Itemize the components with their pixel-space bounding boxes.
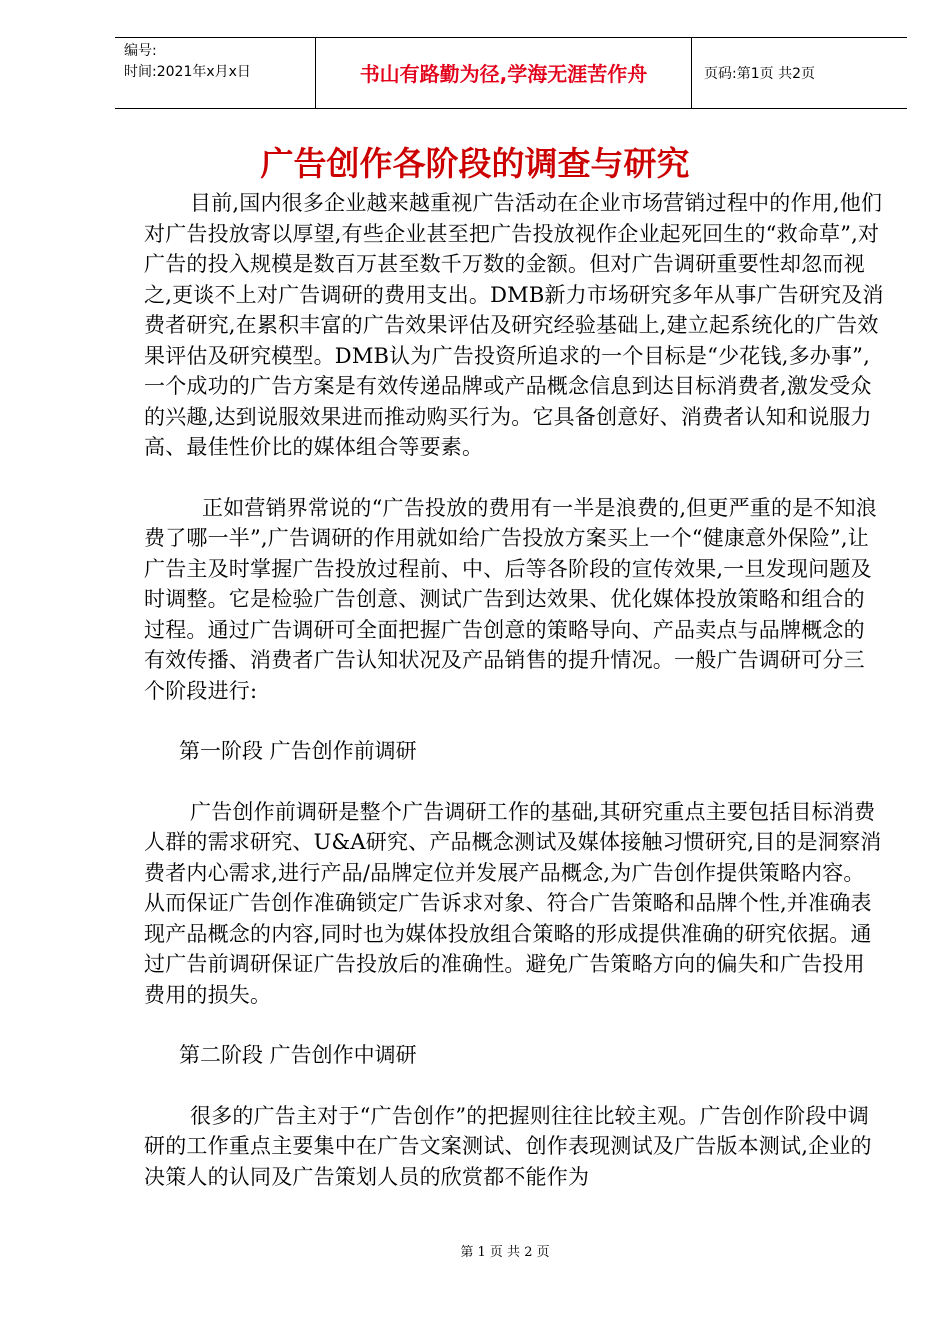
header-page-cell (691, 38, 907, 108)
motto-text: 书山有路勤为径,学海无涯苦作舟 (359, 62, 648, 86)
header-table (115, 37, 907, 109)
paragraph-gap (144, 463, 884, 493)
stage1-heading: 第一阶段 广告创作前调研 (179, 739, 417, 763)
page-footer: 第 1 页 共 2 页 (460, 1245, 550, 1260)
header-meta-cell (115, 38, 315, 108)
paragraph-gap (144, 1071, 884, 1101)
time-label: 时间:2021年x月x日 (124, 64, 251, 80)
paragraph-intro: 目前,国内很多企业越来越重视广告活动在企业市场营销过程中的作用,他们对广告投放寄以厚望,有些企业甚至把广告投放视作企业起死回生的“救命草”,对广告的投入规模是数百万甚至数千万数的金额。但对广告调研重要性却忽而视之,更谈不上对广告调研的费用支出。DMB新力市场研究多年从事广告研究及消费者研究,在累积丰富的广告效果评估及研究经验基础上,建立起系统化的广告效果评估及研究模型。DMB认为广告投资所追求的一个目标是“少花钱,多办事”,一个成功的广告方案是有效传递品牌或产品概念信息到达目标消费者,激发受众的兴趣,达到说服效果进而推动购买行为。它具备创意好、消费者认知和说服力高、最佳性价比的媒体组合等要素。 (144, 191, 884, 459)
paragraph-purpose: 正如营销界常说的“广告投放的费用有一半是浪费的,但更严重的是不知浪费了哪一半”,广告调研的作用就如给广告投放方案买上一个“健康意外保险”,让广告主及时掌握广告投放过程前、中、后等各阶段的宣传效果,一旦发现问题及时调整。它是检验广告创意、测试广告到达效果、优化媒体投放策略和组合的过程。通过广告调研可全面把握广告创意的策略导向、产品卖点与品牌概念的有效传播、消费者广告认知状况及产品销售的提升情况。一般广告调研可分三个阶段进行: (144, 495, 878, 703)
stage2-heading: 第二阶段 广告创作中调研 (179, 1043, 417, 1067)
paragraph-gap (144, 1010, 884, 1040)
page-info: 页码:第1页 共2页 (704, 66, 815, 82)
code-label: 编号: (124, 43, 157, 59)
paragraph-gap (144, 767, 884, 797)
paragraph-stage1: 广告创作前调研是整个广告调研工作的基础,其研究重点主要包括目标消费人群的需求研究、U&A研究、产品概念测试及媒体接触习惯研究,目的是洞察消费者内心需求,进行产品/品牌定位并发展产品概念,为广告创作提供策略内容。从而保证广告创作准确锁定广告诉求对象、符合广告策略和品牌个性,并准确表现产品概念的内容,同时也为媒体投放组合策略的形成提供准确的研究依据。通过广告前调研保证广告投放后的准确性。避免广告策略方向的偏失和广告投用费用的损失。 (144, 799, 882, 1007)
document-title: 广告创作各阶段的调查与研究 (260, 144, 690, 183)
header-motto-cell (315, 38, 692, 108)
document-body (144, 188, 884, 1192)
paragraph-gap (144, 706, 884, 736)
paragraph-stage2: 很多的广告主对于“广告创作”的把握则往往比较主观。广告创作阶段中调研的工作重点主要集中在广告文案测试、创作表现测试及广告版本测试,企业的决策人的认同及广告策划人员的欣赏都不能作为 (144, 1103, 872, 1189)
